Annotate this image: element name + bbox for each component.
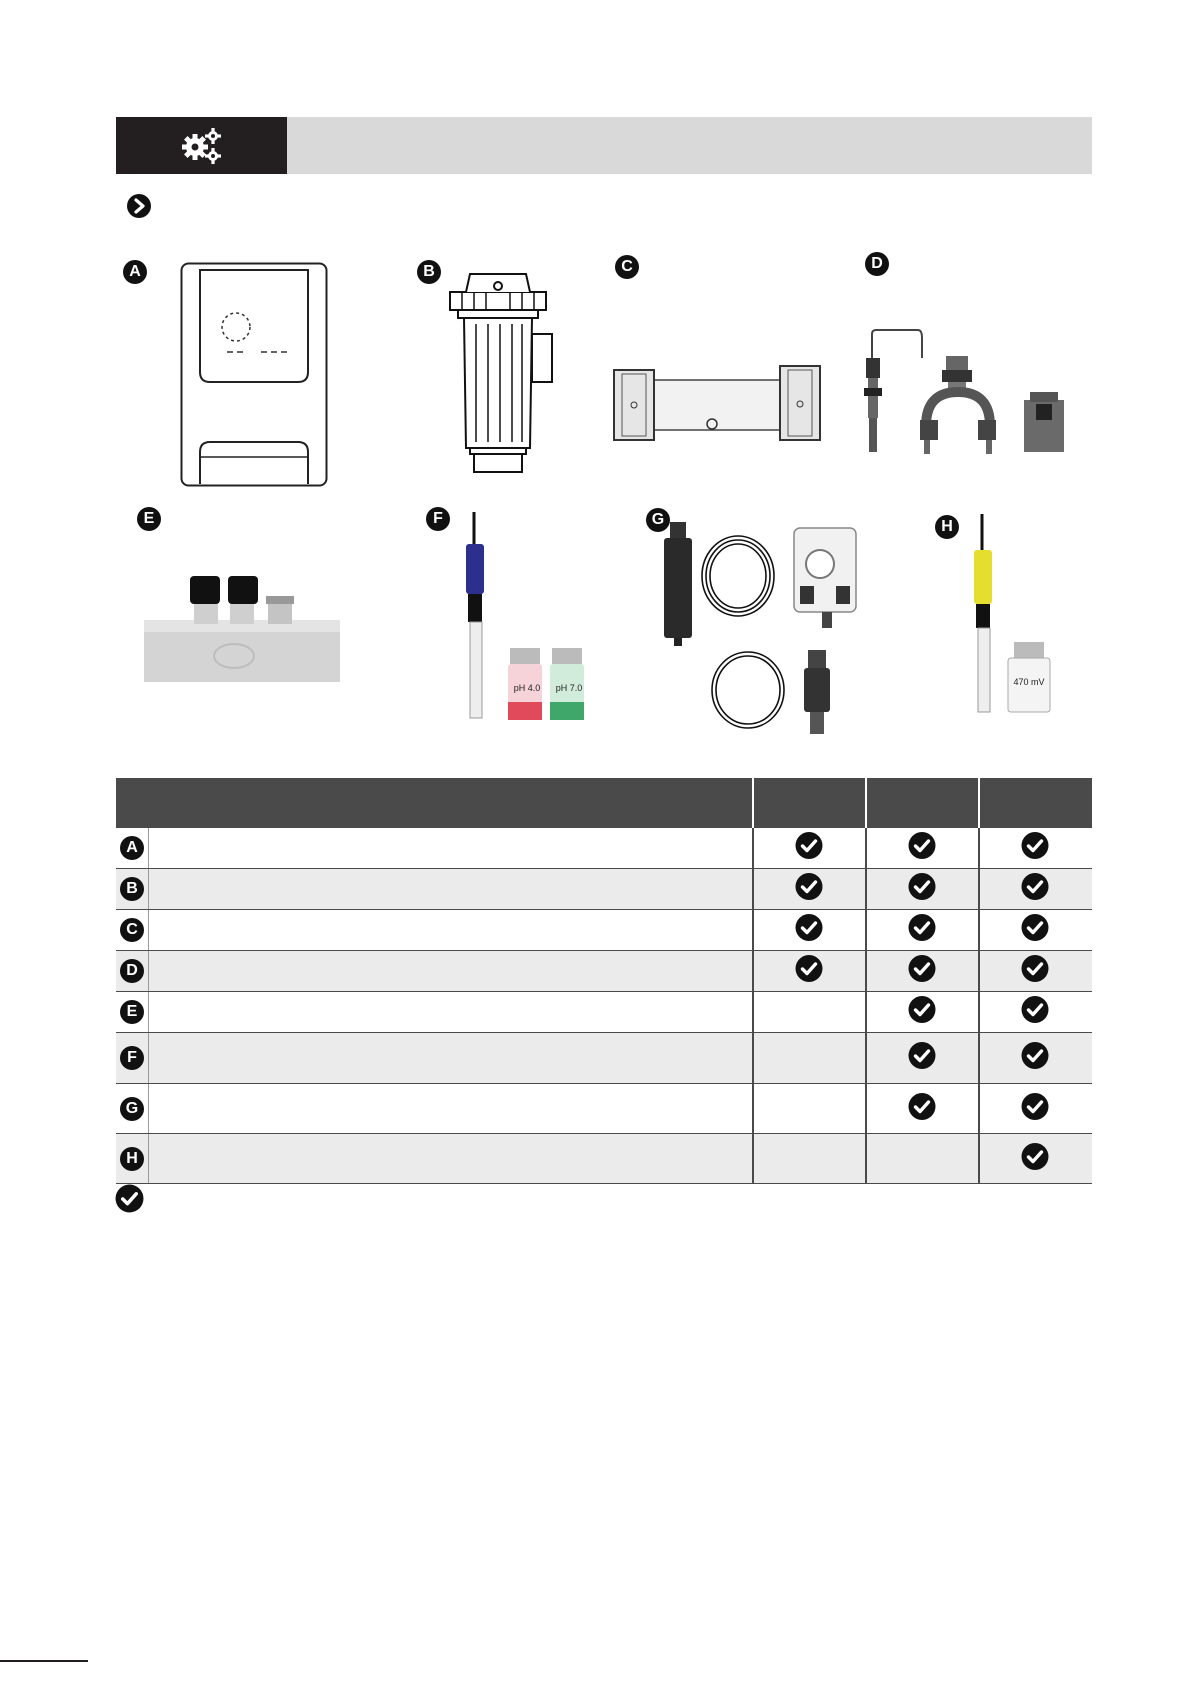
- check-icon: [908, 832, 936, 865]
- ph7-bottle-label: pH 7.0: [555, 683, 583, 693]
- component-badge-c: C: [615, 255, 639, 279]
- check-icon: [908, 955, 936, 988]
- pipe-clamp-kit-image: [862, 328, 1074, 456]
- section-header-icon-panel: [116, 117, 287, 174]
- row-letter-badge: G: [120, 1097, 144, 1121]
- table-row: [116, 1134, 1092, 1184]
- component-badge-g: G: [646, 508, 670, 532]
- check-icon: [1021, 955, 1049, 988]
- check-icon: [908, 996, 936, 1029]
- row-letter-badge: D: [120, 959, 144, 983]
- row-letter-badge: E: [120, 1000, 144, 1024]
- check-icon: [1021, 873, 1049, 906]
- component-badge-h: H: [935, 515, 959, 539]
- row-letter-badge: F: [120, 1046, 144, 1070]
- component-badge-a: A: [123, 260, 147, 284]
- electrolysis-cell-image: [448, 268, 554, 474]
- table-row: [116, 828, 1092, 869]
- check-icon: [795, 832, 823, 865]
- row-letter-badge: B: [120, 877, 144, 901]
- arrow-bullet-icon: [126, 193, 152, 219]
- orp-bottle-label: 470 mV: [1013, 677, 1045, 687]
- check-icon: [908, 1092, 936, 1125]
- footer-rule: [0, 1660, 88, 1662]
- row-letter-badge: C: [120, 918, 144, 942]
- check-icon: [1021, 832, 1049, 865]
- check-icon: [908, 873, 936, 906]
- component-badge-d: D: [865, 252, 889, 276]
- check-icon: [1021, 914, 1049, 947]
- check-icon: [1021, 1042, 1049, 1075]
- table-row: [116, 1084, 1092, 1134]
- table-row: [116, 910, 1092, 951]
- table-row: [116, 869, 1092, 910]
- ph4-bottle-label: pH 4.0: [513, 683, 541, 693]
- row-letter-badge: A: [120, 836, 144, 860]
- section-header-title-bar: [287, 117, 1092, 174]
- table-row: [116, 992, 1092, 1033]
- controller-unit-image: [180, 262, 328, 487]
- check-icon: [795, 955, 823, 988]
- component-badge-e: E: [137, 507, 161, 531]
- injection-manifold-image: [144, 570, 340, 682]
- check-icon: [1021, 1092, 1049, 1125]
- check-icon: [908, 914, 936, 947]
- check-icon: [908, 1042, 936, 1075]
- check-icon: [795, 873, 823, 906]
- component-compatibility-table: [116, 778, 1092, 1184]
- legend-check-icon: [115, 1184, 144, 1213]
- check-icon: [795, 914, 823, 947]
- mounting-bracket-image: [612, 360, 824, 450]
- table-header: [116, 778, 1092, 828]
- check-icon: [1021, 996, 1049, 1029]
- row-letter-badge: H: [120, 1147, 144, 1171]
- component-badge-f: F: [426, 507, 450, 531]
- component-badge-b: B: [417, 260, 441, 284]
- table-row: [116, 1033, 1092, 1084]
- table-row: [116, 951, 1092, 992]
- peristaltic-pump-kit-image: [660, 520, 864, 738]
- check-icon: [1021, 1142, 1049, 1175]
- gears-icon: [180, 127, 224, 165]
